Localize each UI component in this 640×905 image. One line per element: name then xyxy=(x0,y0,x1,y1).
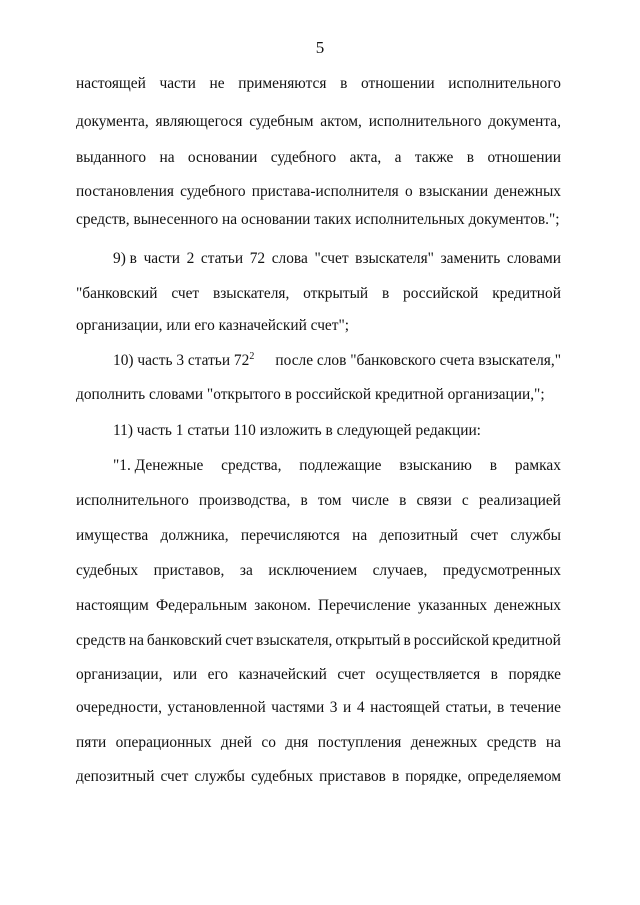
word: части xyxy=(159,75,196,92)
word: порядке xyxy=(508,666,561,683)
word: применяются xyxy=(238,75,327,92)
word: пристава-исполнителя xyxy=(251,183,399,200)
word: его xyxy=(207,666,229,683)
text-line xyxy=(76,491,561,511)
word: связи xyxy=(416,492,452,509)
word: счет xyxy=(470,527,499,544)
text-line: средств, вынесенного на основании таких исполнительных документов."; xyxy=(76,211,560,228)
word: кредитной xyxy=(492,632,561,649)
word: частями xyxy=(271,699,325,716)
word: приставов, xyxy=(153,562,225,579)
word: денежных xyxy=(494,597,561,614)
word: на xyxy=(545,734,561,751)
word: или xyxy=(172,666,198,683)
text-line xyxy=(76,665,561,685)
text-line xyxy=(76,112,561,132)
word: на xyxy=(352,527,368,544)
text-line xyxy=(76,284,561,304)
word: определяемом xyxy=(467,768,561,785)
word: денежных xyxy=(410,734,478,751)
word: 3 xyxy=(329,699,338,716)
word: предусмотренных xyxy=(442,562,561,579)
word: в xyxy=(300,492,308,509)
text-line xyxy=(76,631,561,651)
text-line xyxy=(76,733,561,753)
page-number: 5 xyxy=(315,38,325,57)
word: операционных xyxy=(115,734,212,751)
word: кредитной xyxy=(492,285,561,302)
word: средств xyxy=(76,632,126,649)
word: взыскателя" xyxy=(355,250,434,267)
word: банковский xyxy=(146,632,223,649)
word: пяти xyxy=(76,734,107,751)
word: со xyxy=(261,734,276,751)
word: Федеральным xyxy=(155,597,248,614)
word: средства, xyxy=(221,457,282,474)
word: порядке, xyxy=(405,768,462,785)
word: счет xyxy=(160,768,189,785)
text-segment xyxy=(113,351,254,371)
word: счет xyxy=(225,632,254,649)
superscript: 2 xyxy=(249,351,255,362)
word: части xyxy=(143,250,180,267)
word: акта, xyxy=(349,149,382,166)
word: на xyxy=(159,149,175,166)
word: заменить xyxy=(440,250,501,267)
word: на xyxy=(128,632,144,649)
word: установленной xyxy=(167,699,266,716)
word: в xyxy=(381,285,390,302)
word: актом, xyxy=(320,113,362,130)
word: судебного xyxy=(270,149,337,166)
word: являющегося xyxy=(155,113,243,130)
word: счет xyxy=(171,285,200,302)
word: депозитный xyxy=(379,527,458,544)
word: должника, xyxy=(160,527,229,544)
word: исполнительного xyxy=(448,75,561,92)
word: взыскателя, xyxy=(256,632,333,649)
word: производства, xyxy=(198,492,291,509)
word: судебным xyxy=(249,113,314,130)
word: "1. Денежные xyxy=(113,457,204,474)
word: казначейский xyxy=(238,666,327,683)
word: судебных xyxy=(250,768,314,785)
word: поступления xyxy=(317,734,402,751)
word: не xyxy=(209,75,225,92)
word: осуществляется xyxy=(375,666,481,683)
word: законом. xyxy=(254,597,311,614)
word: статьи, xyxy=(445,699,492,716)
word: исключением xyxy=(268,562,358,579)
word: депозитный xyxy=(76,768,155,785)
word: российской xyxy=(413,632,490,649)
word: в xyxy=(489,457,498,474)
text-line xyxy=(113,249,561,269)
word: подлежащие xyxy=(299,457,382,474)
word: в xyxy=(466,149,475,166)
word: "банковский xyxy=(76,285,158,302)
word: перечисляются xyxy=(240,527,340,544)
word: отношении xyxy=(361,75,435,92)
word: приставов xyxy=(319,768,386,785)
text-line xyxy=(76,698,561,718)
word: реализацией xyxy=(478,492,561,509)
word: основании xyxy=(187,149,258,166)
word: выданного xyxy=(76,149,147,166)
word: о xyxy=(404,183,413,200)
word: отношении xyxy=(487,149,561,166)
word: течение xyxy=(509,699,561,716)
word: с xyxy=(461,492,469,509)
word: в xyxy=(391,768,400,785)
text-fragment: 10) часть 3 статьи 72 xyxy=(113,352,250,369)
word: денежных xyxy=(494,183,561,200)
word: 4 xyxy=(356,699,365,716)
text-line xyxy=(76,148,561,168)
text-line xyxy=(76,74,561,94)
text-fragment: после слов "банковского счета взыскателя," xyxy=(275,352,561,369)
word: 2 xyxy=(186,250,195,267)
word: средств xyxy=(486,734,537,751)
word: дня xyxy=(285,734,309,751)
word: в xyxy=(399,492,407,509)
text-line xyxy=(76,526,561,546)
word: также xyxy=(414,149,454,166)
word: в xyxy=(497,699,505,716)
word: документа, xyxy=(488,113,561,130)
word: числе xyxy=(351,492,389,509)
word: рамках xyxy=(514,457,561,474)
word: постановления xyxy=(76,183,174,200)
text-line xyxy=(76,561,561,581)
word: взысканию xyxy=(399,457,472,474)
text-line xyxy=(113,456,561,476)
word: случаев, xyxy=(372,562,428,579)
word: в xyxy=(340,75,348,92)
word: открытый xyxy=(303,285,369,302)
text-line: дополнить словами "открытого в российской кредитной организации,"; xyxy=(76,386,545,403)
word: Перечисление xyxy=(318,597,411,614)
word: указанных xyxy=(417,597,488,614)
word: дней xyxy=(220,734,253,751)
word: том xyxy=(317,492,342,509)
word: настоящей xyxy=(370,699,440,716)
text-line: организации, или его казначейский счет"; xyxy=(76,317,350,334)
word: а xyxy=(394,149,402,166)
word: службы xyxy=(194,768,245,785)
text-line: 11) часть 1 статьи 110 изложить в следующей редакции: xyxy=(113,422,481,439)
word: настоящим xyxy=(76,597,149,614)
word: в xyxy=(403,632,411,649)
word: открытый xyxy=(335,632,401,649)
word: исполнительного xyxy=(76,492,189,509)
word: и xyxy=(343,699,352,716)
word: взыскателя, xyxy=(212,285,290,302)
word: судебных xyxy=(76,562,139,579)
word: настоящей xyxy=(76,75,146,92)
word: исполнительного xyxy=(368,113,482,130)
word: очередности, xyxy=(76,699,162,716)
text-line xyxy=(76,182,561,202)
word: 72 xyxy=(249,250,266,267)
word: организации, xyxy=(76,666,163,683)
word: словами xyxy=(506,250,561,267)
text-line xyxy=(113,351,561,371)
word: 9) в xyxy=(113,250,137,267)
word: слова xyxy=(271,250,308,267)
word: судебного xyxy=(180,183,246,200)
word: имущества xyxy=(76,527,149,544)
word: взыскании xyxy=(418,183,489,200)
word: "счет xyxy=(314,250,349,267)
word: за xyxy=(239,562,253,579)
word: в xyxy=(490,666,498,683)
text-line xyxy=(76,767,561,787)
word: документа, xyxy=(76,113,149,130)
word: счет xyxy=(337,666,366,683)
word: службы xyxy=(510,527,561,544)
word: статьи xyxy=(200,250,244,267)
text-line xyxy=(76,596,561,616)
word: российской xyxy=(403,285,479,302)
